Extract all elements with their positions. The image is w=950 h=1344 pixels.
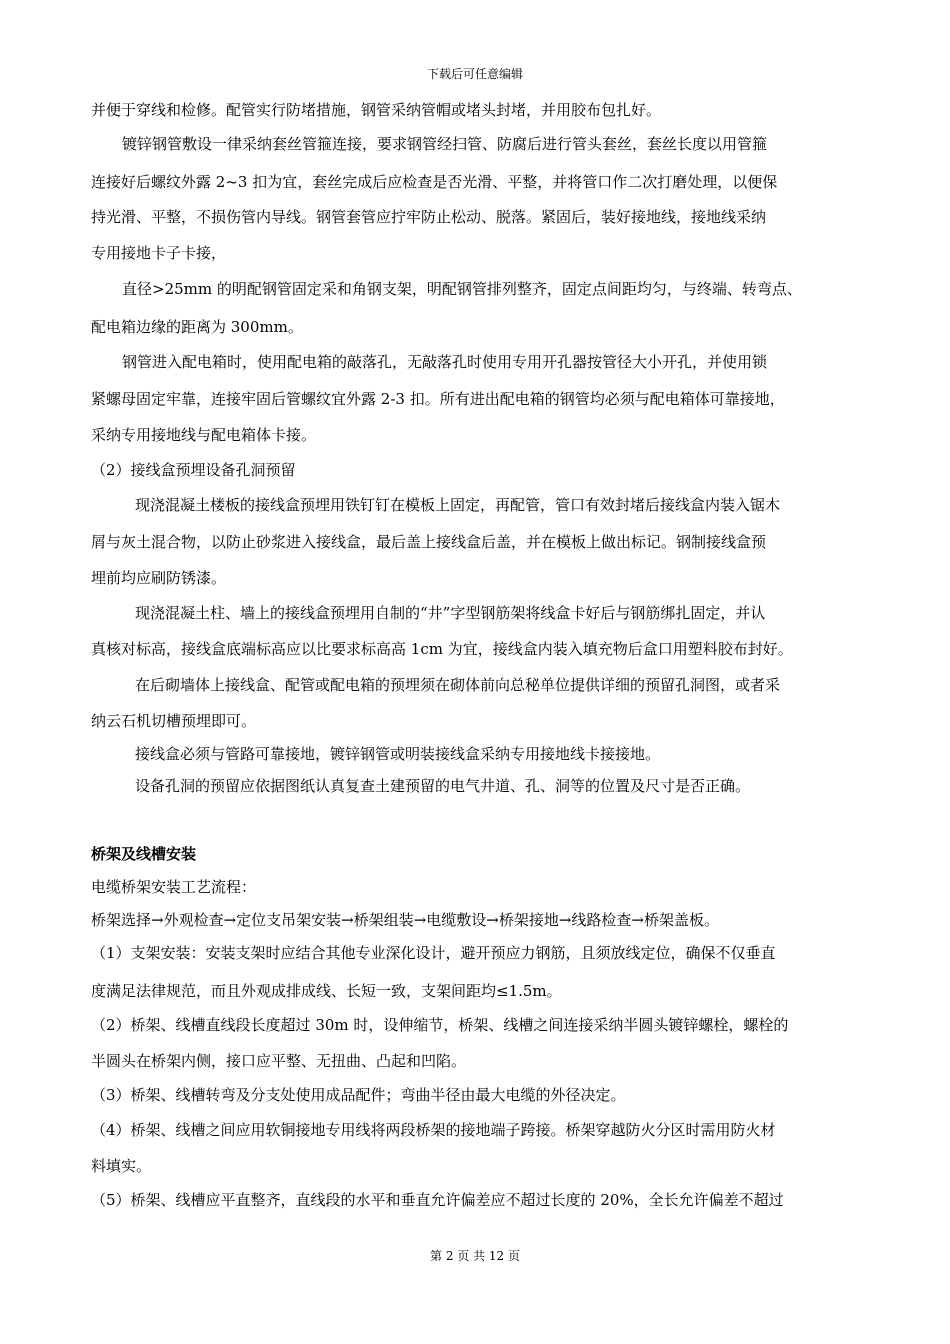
body-line: 真核对标高，接线盒底端标高应以比要求标高高 1cm 为宜，接线盒内装入填充物后盒口用塑料胶布封好。: [91, 640, 793, 658]
body-line: 接线盒必须与管路可靠接地，镀锌钢管或明装接线盒采纳专用接地线卡接接地。: [135, 745, 661, 763]
body-line: （3）桥架、线槽转弯及分支处使用成品配件；弯曲半径由最大电缆的外径决定。: [91, 1086, 626, 1104]
body-line: 屑与灰土混合物，以防止砂浆进入接线盒，最后盖上接线盒后盖，并在模板上做出标记。钢制接线盒预: [91, 533, 767, 551]
section-title: 桥架及线槽安装: [91, 845, 197, 863]
body-line: 专用接地卡子卡接，: [91, 244, 227, 262]
body-line: 现浇混凝土楼板的接线盒预埋用铁钉钉在模板上固定，再配管，管口有效封堵后接线盒内装入锯木: [135, 496, 781, 514]
body-line: 并便于穿线和检修。配管实行防堵措施，钢管采纳管帽或堵头封堵，并用胶布包扎好。: [91, 101, 662, 119]
body-line: 镀锌钢管敷设一律采纳套丝管箍连接，要求钢管经扫管、防腐后进行管头套丝，套丝长度以用管箍: [122, 135, 768, 153]
body-line: （2）桥架、线槽直线段长度超过 30m 时，设伸缩节，桥架、线槽之间连接采纳半圆头镀锌螺栓，螺栓的: [91, 1016, 789, 1034]
body-line: 钢管进入配电箱时，使用配电箱的敲落孔，无敲落孔时使用专用开孔器按管径大小开孔，并使用锁: [122, 353, 768, 371]
body-line: 设备孔洞的预留应依据图纸认真复查土建预留的电气井道、孔、洞等的位置及尺寸是否正确。: [135, 777, 751, 795]
body-line: （5）桥架、线槽应平直整齐，直线段的水平和垂直允许偏差应不超过长度的 20%，全长允许偏差不超过: [91, 1191, 784, 1209]
body-line: 采纳专用接地线与配电箱体卡接。: [91, 426, 317, 444]
body-line: 连接好后螺纹外露 2~3 扣为宜，套丝完成后应检查是否光滑、平整，并将管口作二次打磨处理，以便保: [91, 173, 778, 191]
body-line: 配电箱边缘的距离为 300mm。: [91, 318, 303, 336]
body-line: 持光滑、平整，不损伤管内导线。钢管套管应拧牢防止松动、脱落。紧固后，装好接地线，接地线采纳: [91, 208, 767, 226]
body-line: 电缆桥架安装工艺流程：: [91, 878, 257, 896]
body-line: 埋前均应刷防锈漆。: [91, 569, 227, 587]
body-line: 桥架选择→外观检查→定位支吊架安装→桥架组装→电缆敷设→桥架接地→线路检查→桥架盖板。: [91, 911, 719, 929]
body-line: （4）桥架、线槽之间应用软铜接地专用线将两段桥架的接地端子跨接。桥架穿越防火分区时需用防火材: [91, 1121, 776, 1139]
body-line: 在后砌墙体上接线盒、配管或配电箱的预埋须在砌体前向总秘单位提供详细的预留孔洞图，或者采: [135, 676, 781, 694]
body-line: 度满足法律规范，而且外观成排成线、长短一致，支架间距均≤1.5m。: [91, 982, 562, 1000]
section-heading: （2）接线盒预埋设备孔洞预留: [91, 461, 296, 479]
body-line: 紧螺母固定牢靠，连接牢固后管螺纹宜外露 2-3 扣。所有进出配电箱的钢管均必须与配电箱体可靠接地，: [91, 390, 785, 408]
body-line: 纳云石机切槽预埋即可。: [91, 712, 257, 730]
body-line: 直径>25mm 的明配钢管固定采和角钢支架，明配钢管排列整齐，固定点间距均匀，与终端、转弯点、: [122, 280, 802, 298]
body-line: 料填实。: [91, 1157, 152, 1175]
page-footer: 第 2 页 共 12 页: [430, 1249, 520, 1263]
body-line: 现浇混凝土柱、墙上的接线盒预埋用自制的“井”字型钢筋架将线盒卡好后与钢筋绑扎固定，并认: [135, 604, 766, 622]
page-header: 下载后可任意编辑: [426, 67, 523, 81]
body-line: （1）支架安装：安装支架时应结合其他专业深化设计，避开预应力钢筋，且须放线定位，确保不仅垂直: [91, 944, 776, 962]
body-line: 半圆头在桥架内侧，接口应平整、无扭曲、凸起和凹陷。: [91, 1052, 467, 1070]
